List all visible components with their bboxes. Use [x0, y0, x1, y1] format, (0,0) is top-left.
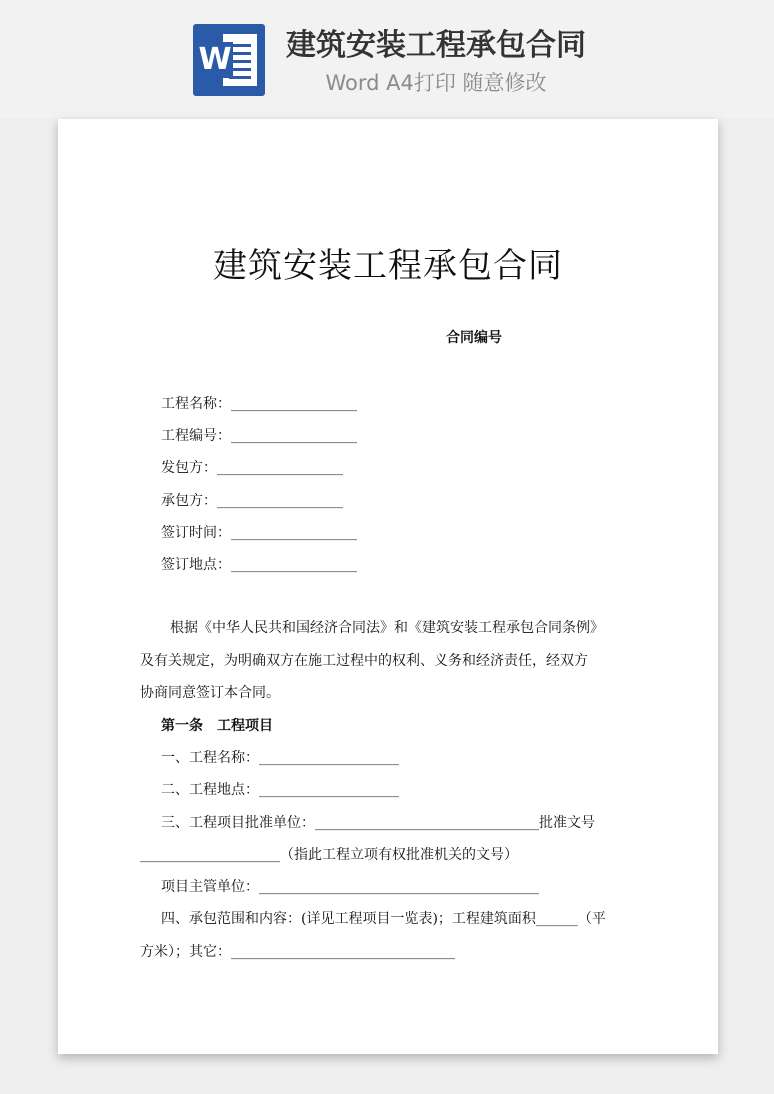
article-line-5: 项目主管单位：________________________________________ [161, 879, 539, 895]
body-paragraph-line-3: 协商同意签订本合同。 [140, 685, 280, 701]
article-line-3: 三、工程项目批准单位：________________________________批准文号 [161, 815, 595, 831]
article-line-7: 方米）；其它：________________________________ [140, 944, 455, 960]
article-line-4: ____________________（指此工程立项有权批准机关的文号） [140, 847, 518, 863]
header-subtitle: Word A4打印 随意修改 [325, 71, 547, 95]
contract-number-label: 合同编号 [446, 330, 502, 346]
header-title: 建筑安装工程承包合同 [286, 28, 586, 63]
article-line-6: 四、承包范围和内容：(详见工程项目一览表)；工程建筑面积______（平 [161, 911, 606, 927]
watermark: ​ [90, 461, 106, 481]
article-heading: 第一条 工程项目 [161, 718, 273, 734]
article-line-1: 一、工程名称：____________________ [161, 750, 399, 766]
info-line-sign-place: 签订地点：__________________ [161, 557, 357, 573]
document-page [58, 119, 718, 1054]
body-paragraph-line-1: 根据《中华人民共和国经济合同法》和《建筑安装工程承包合同条例》 [170, 620, 604, 636]
info-line-contractor: 承包方：__________________ [161, 493, 343, 509]
body-paragraph-line-2: 及有关规定，为明确双方在施工过程中的权利、义务和经济责任，经双方 [140, 653, 588, 669]
header-banner [0, 0, 774, 118]
article-line-2: 二、工程地点：____________________ [161, 782, 399, 798]
info-line-sign-date: 签订时间：__________________ [161, 525, 357, 541]
word-document-icon [193, 24, 265, 96]
info-line-project-number: 工程编号：__________________ [161, 428, 357, 444]
word-icon-letter: W [198, 42, 232, 77]
info-line-employer: 发包方：__________________ [161, 460, 343, 476]
document-title: 建筑安装工程承包合同 [213, 246, 563, 286]
info-line-project-name: 工程名称：__________________ [161, 396, 357, 412]
